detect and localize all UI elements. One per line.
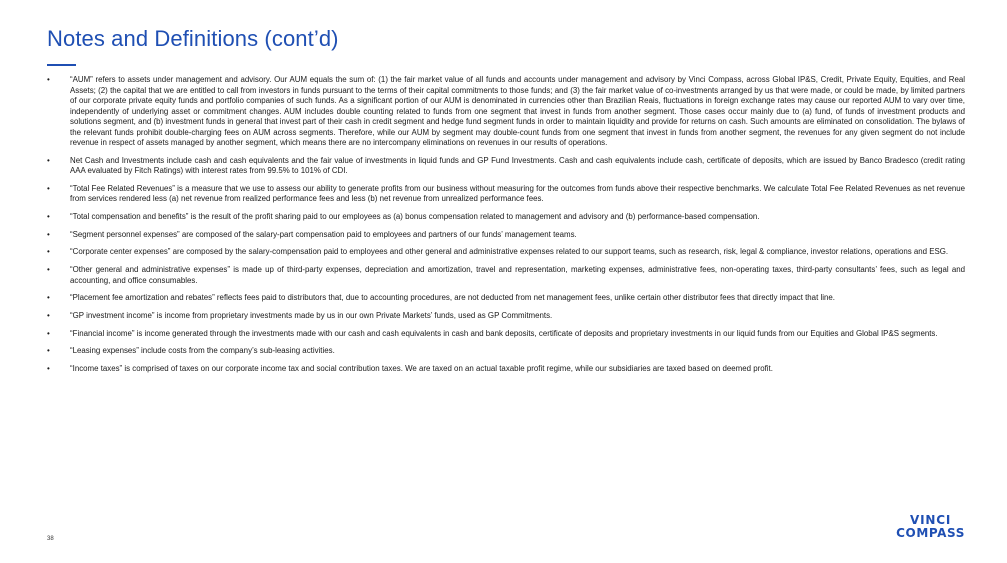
note-text: “Placement fee amortization and rebates” reflects fees paid to distributors that, due to accounting procedures, are not deducted from net management fees, unlike certain other distributor fees that directly impact that line. — [70, 293, 835, 303]
note-text: “AUM” refers to assets under management and advisory. Our AUM equals the sum of: (1) the fair market value of all funds and accounts under management and advisory by Vinci Compass, across Global IP&S, Credit, Private Equity, Equities, and Real Assets; (2) the capital that we are entitled to call from investors in funds pursuant to the terms of their capital commitments to those funds; and (3) the fair market value of co-investments arranged by us that were made, or could be made, by limited partners of our corporate private equity funds and portfolio companies of such funds. As a significant portion of our AUM is denominated in currencies other than Brazilian Reais, fluctuations in foreign exchange rates may cause our reported AUM to vary over time, independently of underlying asset or commitment changes. AUM includes double counting related to funds from one segment that invest in funds from another segment. Those cases occur mainly due to (a) fund, of funds of investment products and solutions segment, and (b) investment funds in general that invest part of their cash in credit segment and hedge fund segment funds in order to maintain liquidity and provide for returns on cash. Such amounts are eliminated on consolidation. The bylaws of the relevant funds prohibit double-charging fees on AUM across segments. Therefore, while our AUM by segment may double-count funds from one segment that invest in funds from another segment, the revenues for any given segment do not include revenue in respect of assets managed by another segment, which means there are no intercompany eliminations on revenues in our results of operations. — [70, 75, 965, 147]
note-text: “Segment personnel expenses” are composed of the salary-part compensation paid to employees and partners of our funds’ management teams. — [70, 229, 577, 239]
bullet: • — [47, 183, 50, 193]
note-income-taxes — [47, 364, 965, 375]
bullet: • — [47, 229, 50, 239]
note-fee-related-revenues — [47, 184, 965, 205]
bullet: • — [47, 328, 50, 338]
note-aum — [47, 75, 965, 149]
note-compensation-benefits — [47, 212, 965, 223]
note-financial-income — [47, 329, 965, 340]
bullet: • — [47, 247, 50, 257]
note-text: Net Cash and Investments include cash and cash equivalents and the fair value of investments in liquid funds and GP Fund Investments. Cash and cash equivalents include cash, certificate of deposits, which are issued by Banco Bradesco (credit rating AAA evaluated by Fitch Ratings) with interest rates from 99.5% to 101% of CDI. — [70, 155, 965, 176]
note-text: “Other general and administrative expenses” is made up of third-party expenses, depreciation and amortization, travel and representation, marketing expenses, administrative fees, non-operating taxes, third-party consultants’ fees, such as legal and accounting, and office consumables. — [70, 265, 965, 285]
title-underline — [47, 64, 76, 66]
bullet: • — [47, 155, 50, 165]
note-text: “Income taxes” is comprised of taxes on our corporate income tax and social contribution taxes. We are taxed on an actual taxable profit regime, while our subsidiaries are taxed based on deemed profit. — [70, 364, 773, 374]
notes-list — [47, 75, 965, 382]
note-corporate-center — [47, 247, 965, 258]
note-other-ga — [47, 265, 965, 286]
bullet: • — [47, 346, 50, 356]
note-segment-personnel — [47, 230, 965, 241]
bullet: • — [47, 311, 50, 320]
bullet: • — [47, 293, 50, 303]
note-leasing-expenses — [47, 346, 965, 357]
vinci-compass-logo — [896, 514, 965, 540]
page-number: 38 — [47, 536, 54, 542]
note-text: “Leasing expenses” include costs from the company’s sub-leasing activities. — [70, 346, 335, 356]
logo-line-vinci: VINCI — [910, 513, 952, 527]
note-net-cash — [47, 156, 965, 177]
note-gp-investment-income — [47, 311, 965, 322]
bullet: • — [47, 364, 50, 374]
note-text: “Financial income” is income generated through the investments made with our cash and cash equivalents in cash and bank deposits, certificate of deposits and proprietary investments in our liquid funds from our Equities and Global IP&S segments. — [70, 328, 938, 338]
page-title: Notes and Definitions (cont’d) — [47, 26, 339, 51]
bullet: • — [47, 265, 50, 275]
note-text: “Total compensation and benefits” is the result of the profit sharing paid to our employees as (a) bonus compensation related to management and advisory and (b) performance-based compensation. — [70, 212, 760, 222]
logo-line-compass: COMPASS — [896, 526, 965, 540]
note-text: “Corporate center expenses” are composed by the salary-compensation paid to employees and other general and administrative expenses related to our support teams, such as research, risk, legal & compliance, investor relations, operations and ESG. — [70, 247, 949, 257]
note-placement-fee — [47, 293, 965, 304]
note-text: “Total Fee Related Revenues” is a measure that we use to assess our ability to generate profits from our business without measuring for the outcomes from funds above their respective benchmarks. We calculate Total Fee Related Revenues as net revenue from services rendered less (a) net revenue from realized performance fees and less (b) net revenue from unrealized performance fees. — [70, 183, 965, 204]
note-text: “GP investment income” is income from proprietary investments made by us in our own Private Markets’ funds, used as GP Commitments. — [70, 311, 553, 320]
bullet: • — [47, 75, 50, 84]
bullet: • — [47, 212, 50, 222]
